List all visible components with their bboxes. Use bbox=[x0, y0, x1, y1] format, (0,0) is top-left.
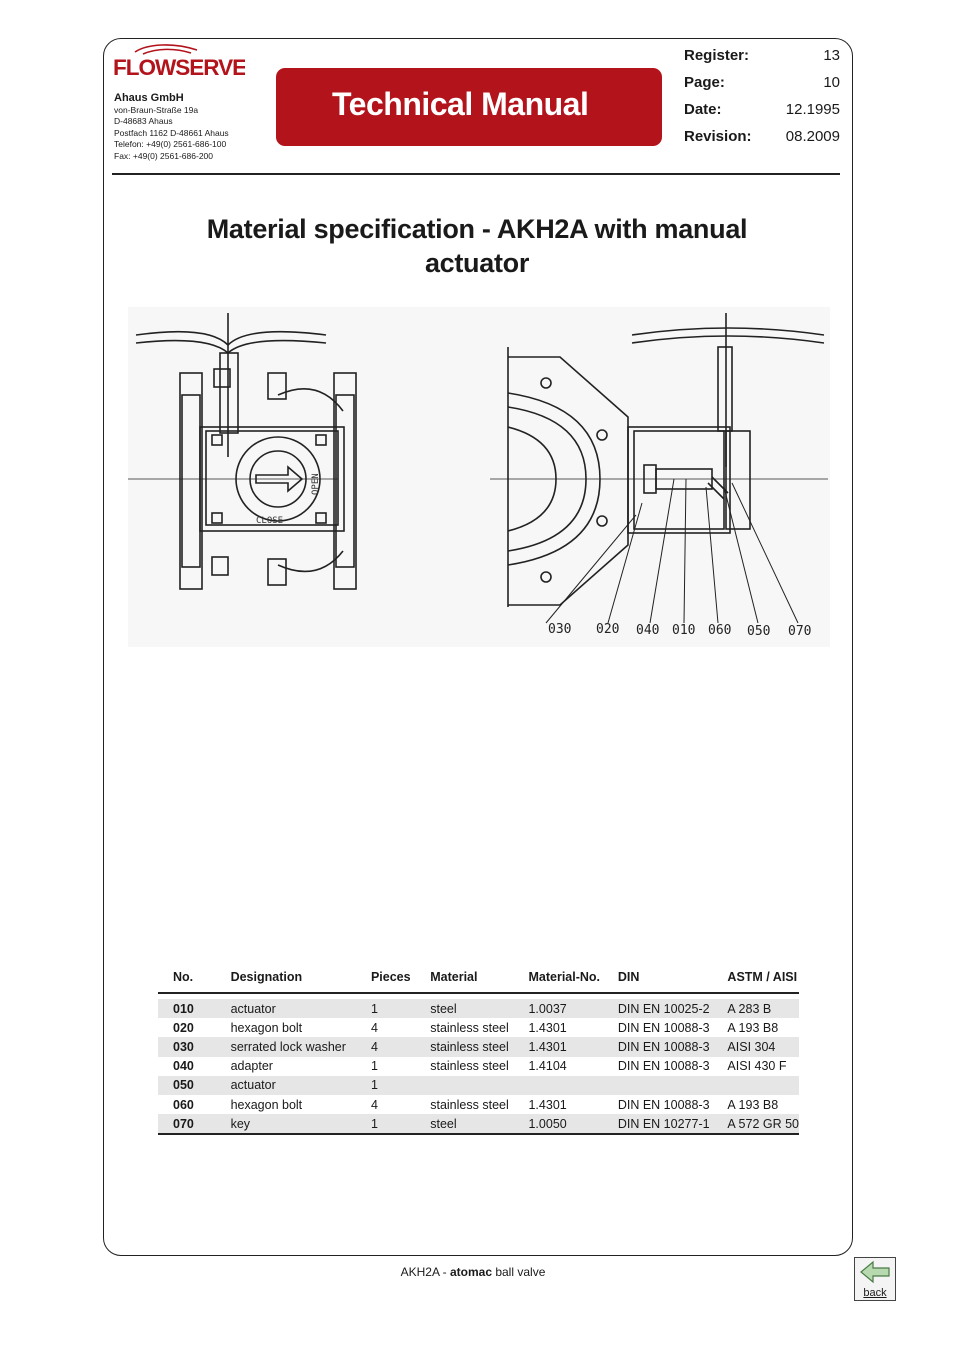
table-row bbox=[158, 1018, 799, 1037]
material-table bbox=[158, 962, 799, 1135]
page-title: Material specification - AKH2A with manual actuator bbox=[206, 214, 748, 278]
table-header-row bbox=[158, 962, 799, 993]
cell-astm: A 283 B bbox=[712, 999, 799, 1018]
title-banner bbox=[276, 68, 662, 146]
back-arrow-icon bbox=[855, 1258, 895, 1286]
cell-pieces: 4 bbox=[370, 1020, 378, 1035]
callout-040: 040 bbox=[636, 623, 660, 638]
table-row bbox=[158, 1114, 799, 1134]
cell-no: 050 bbox=[158, 1076, 216, 1095]
address-line: von-Braun-Straße 19a bbox=[114, 105, 199, 115]
footer-prefix: AKH2A - bbox=[400, 1265, 450, 1279]
meta-row bbox=[684, 126, 840, 153]
cell-designation: actuator bbox=[216, 1076, 356, 1095]
company-address bbox=[114, 92, 229, 162]
cell-material: stainless steel bbox=[430, 1020, 509, 1035]
cell-pieces: 1 bbox=[356, 1114, 415, 1134]
cell-no: 060 bbox=[173, 1097, 194, 1112]
meta-row bbox=[684, 45, 840, 72]
col-header: DIN bbox=[603, 962, 713, 993]
callout-050: 050 bbox=[747, 624, 771, 639]
meta-label: Revision: bbox=[684, 128, 752, 145]
footer-suffix: ball valve bbox=[492, 1265, 546, 1279]
cell-no: 070 bbox=[158, 1114, 216, 1134]
callout-020: 020 bbox=[596, 622, 620, 637]
cell-material: steel bbox=[415, 1114, 513, 1134]
address-line: Telefon: +49(0) 2561-686-100 bbox=[114, 139, 227, 150]
callout-060: 060 bbox=[708, 623, 732, 638]
cell-din: DIN EN 10088-3 bbox=[617, 1059, 710, 1074]
cell-material: stainless steel bbox=[430, 1097, 509, 1112]
meta-label: Page: bbox=[684, 74, 725, 91]
cell-din: DIN EN 10088-3 bbox=[603, 1037, 713, 1056]
cell-material: stainless steel bbox=[415, 1037, 513, 1056]
table-row bbox=[158, 1037, 799, 1056]
cell-no: 040 bbox=[173, 1059, 194, 1074]
cell-no: 020 bbox=[173, 1020, 194, 1035]
cell-din: DIN EN 10277-1 bbox=[603, 1114, 713, 1134]
back-button[interactable] bbox=[854, 1257, 896, 1301]
cell-pieces: 1 bbox=[370, 1059, 378, 1074]
cell-din: DIN EN 10088-3 bbox=[617, 1097, 710, 1112]
meta-label: Register: bbox=[684, 47, 750, 64]
back-label: back bbox=[863, 1287, 887, 1299]
meta-row bbox=[684, 72, 840, 99]
col-header: ASTM / AISI bbox=[712, 962, 799, 993]
table-row bbox=[158, 1057, 799, 1076]
cell-designation: hexagon bolt bbox=[230, 1020, 303, 1035]
col-header: Pieces bbox=[356, 962, 415, 993]
cell-designation: key bbox=[216, 1114, 356, 1134]
callout-030: 030 bbox=[548, 622, 572, 637]
cell-no: 010 bbox=[158, 999, 216, 1018]
col-header: Designation bbox=[216, 962, 356, 993]
cell-din bbox=[603, 1076, 713, 1095]
cell-astm bbox=[712, 1076, 799, 1095]
cell-astm: A 572 GR 50 bbox=[712, 1114, 799, 1134]
cell-no: 030 bbox=[158, 1037, 216, 1056]
table-row bbox=[158, 1095, 799, 1114]
meta-value: 10 bbox=[823, 74, 840, 91]
table-row bbox=[158, 999, 799, 1018]
col-header: No. bbox=[158, 962, 216, 993]
open-label: OPEN bbox=[311, 473, 321, 495]
cell-material: steel bbox=[415, 999, 513, 1018]
callout-070: 070 bbox=[788, 624, 812, 639]
cell-din: DIN EN 10088-3 bbox=[617, 1020, 710, 1035]
cell-pieces: 4 bbox=[356, 1037, 415, 1056]
cell-pieces: 1 bbox=[356, 999, 415, 1018]
footer-brand: atomac bbox=[449, 1265, 492, 1279]
cell-material-no bbox=[513, 1076, 602, 1095]
banner-title: Technical Manual bbox=[332, 86, 589, 122]
cell-designation: actuator bbox=[216, 999, 356, 1018]
cell-material-no: 1.4301 bbox=[513, 1037, 602, 1056]
valve-drawing bbox=[128, 307, 830, 647]
cell-material-no: 1.4104 bbox=[528, 1059, 567, 1074]
cell-astm: A 193 B8 bbox=[727, 1097, 779, 1112]
cell-material-no: 1.4301 bbox=[528, 1020, 567, 1035]
page-footer bbox=[0, 1265, 946, 1279]
meta-value: 08.2009 bbox=[785, 128, 840, 145]
logo-text: FLOWSERVE bbox=[113, 55, 245, 80]
cell-astm: A 193 B8 bbox=[727, 1020, 779, 1035]
close-label: CLOSE bbox=[256, 516, 284, 526]
cell-astm: AISI 304 bbox=[712, 1037, 799, 1056]
address-line: Postfach 1162 D-48661 Ahaus bbox=[114, 127, 229, 138]
cell-material-no: 1.0050 bbox=[513, 1114, 602, 1134]
cell-designation: adapter bbox=[230, 1059, 273, 1074]
flowserve-logo bbox=[113, 42, 245, 92]
document-meta bbox=[684, 45, 840, 153]
cell-material-no: 1.0037 bbox=[513, 999, 602, 1018]
callout-010: 010 bbox=[672, 623, 696, 638]
table-row bbox=[158, 1076, 799, 1095]
company-name: Ahaus GmbH bbox=[114, 92, 184, 104]
header-divider bbox=[112, 173, 840, 175]
cell-astm: AISI 430 F bbox=[727, 1059, 787, 1074]
address-line: Fax: +49(0) 2561-686-200 bbox=[114, 150, 213, 161]
cell-material: stainless steel bbox=[430, 1059, 509, 1074]
meta-label: Date: bbox=[684, 101, 722, 118]
meta-value: 13 bbox=[823, 47, 840, 64]
address-line: D-48683 Ahaus bbox=[114, 116, 173, 127]
cell-designation: hexagon bolt bbox=[230, 1097, 303, 1112]
cell-pieces: 4 bbox=[370, 1097, 378, 1112]
col-header: Material-No. bbox=[513, 962, 602, 993]
cell-din: DIN EN 10025-2 bbox=[603, 999, 713, 1018]
cell-pieces: 1 bbox=[356, 1076, 415, 1095]
cell-material-no: 1.4301 bbox=[528, 1097, 567, 1112]
meta-value: 12.1995 bbox=[785, 101, 840, 118]
meta-row bbox=[684, 99, 840, 126]
cell-designation: serrated lock washer bbox=[216, 1037, 356, 1056]
cell-material bbox=[415, 1076, 513, 1095]
col-header: Material bbox=[415, 962, 513, 993]
